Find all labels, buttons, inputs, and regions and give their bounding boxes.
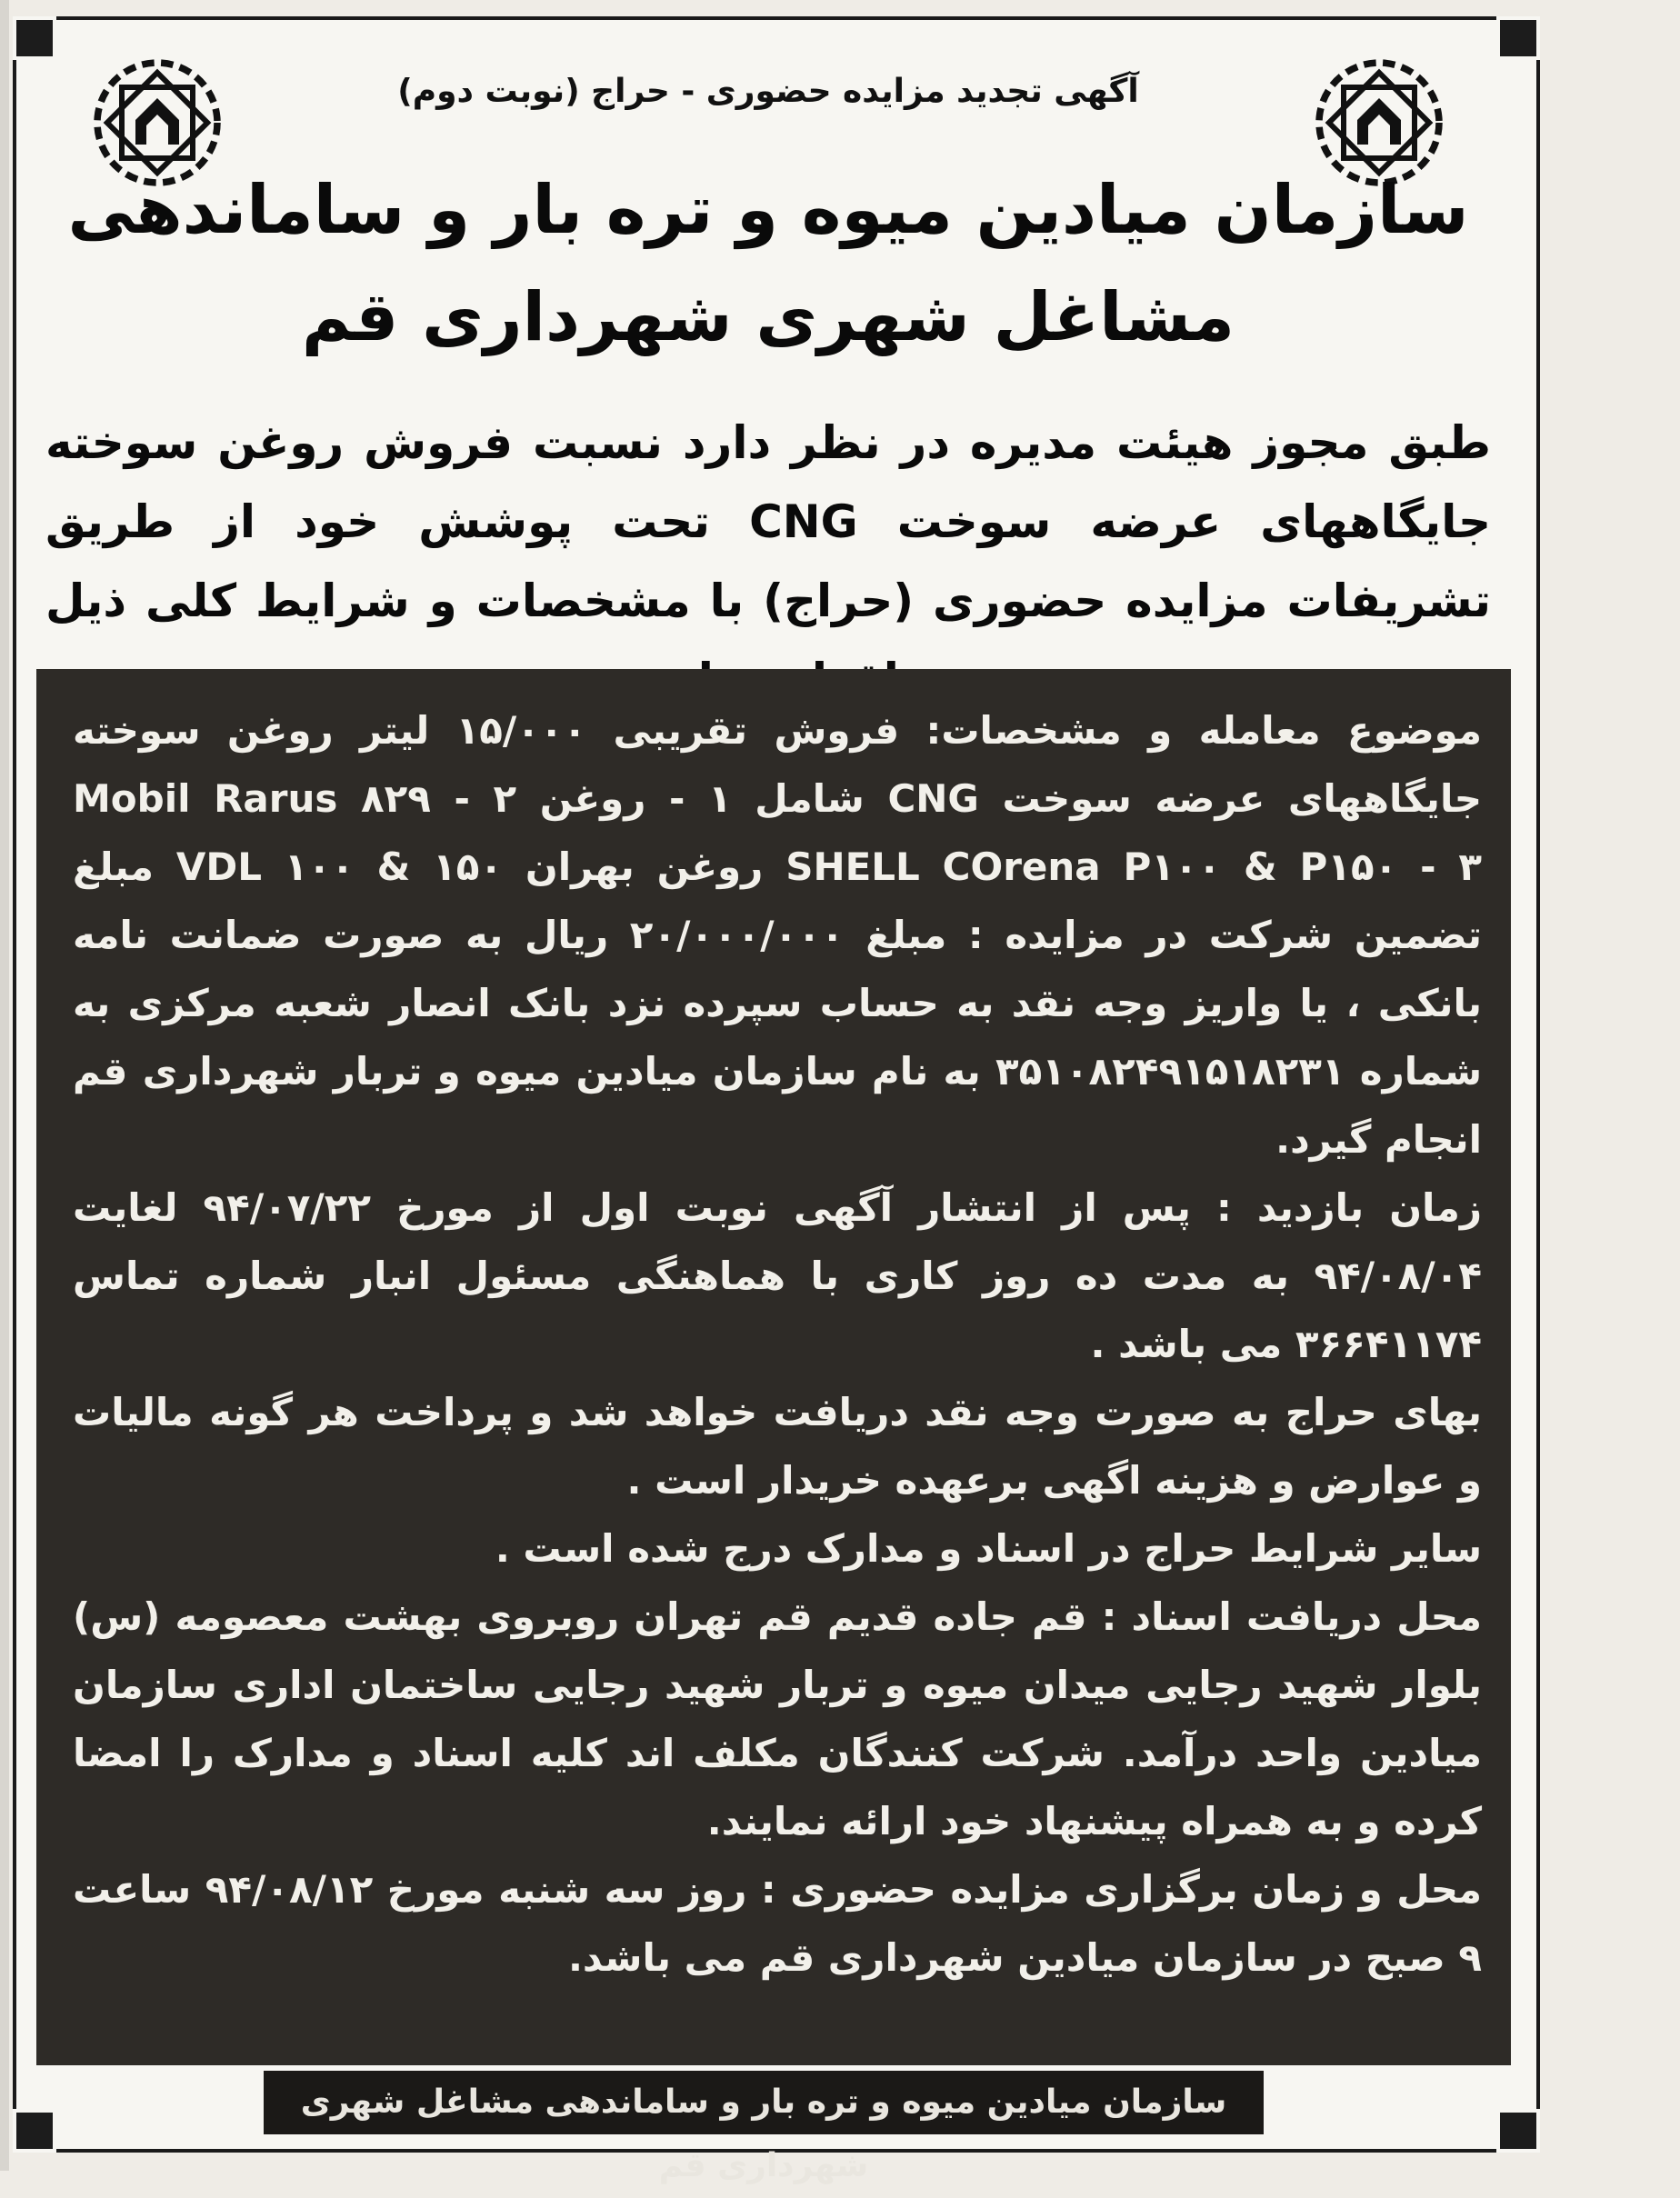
organization-name-line-2: مشاغل شهری شهرداری قم	[301, 278, 1235, 356]
intro-paragraph: طبق مجوز هیئت مدیره در نظر دارد نسبت فروش روغن سوخته جایگاههای عرضه سوخت CNG تحت پوشش خود از طریق تشریفات مزایده حضوری (حراج) با مشخصات و شرایط کلی ذیل	[45, 416, 1491, 627]
corner-ornament	[1496, 16, 1540, 60]
footer-signature: سازمان میادین میوه و تره بار و ساماندهی مشاغل شهری شهرداری قم	[264, 2071, 1264, 2134]
subject-paragraph: موضوع معامله و مشخصات: فروش تقریبی ۱۵/۰۰۰ لیتر روغن سوخته جایگاههای عرضه سوخت CNG شامل ۱ - روغن Mobil Rarus ۸۲۹ - ۲ SHELL COrena P۱۰۰ & P۱۵۰ - ۳ روغن بهران VDL ۱۰۰ & ۱۵۰ مبلغ تضمین شرکت در مزایده : مبلغ ۲۰/۰۰۰/۰۰۰ ریال به صورت ضمانت نامه بانکی ، یا واریز وجه نقد به حساب سپرده نزد بانک انصار شعبه مرکزی به شماره ۳۵۱۰۸۲۴۹۱۵۱۸۲۳۱ به نام سازمان میادین میوه و تربار شهرداری قم انجام گیرد.	[73, 708, 1483, 1162]
organization-name-line-1: سازمان میادین میوه و تره بار و ساماندهی	[67, 171, 1469, 249]
payment-paragraph: بهای حراج به صورت وجه نقد دریافت خواهد شد و پرداخت هر گونه مالیات و عوارض و هزینه اگهی برعهده خریدار است .	[73, 1390, 1482, 1503]
corner-ornament	[13, 2109, 56, 2153]
other-terms-paragraph: سایر شرایط حراج در اسناد و مدارک درج شده است .	[495, 1526, 1482, 1571]
ad-header	[36, 40, 1500, 667]
visit-paragraph: زمان بازدید : پس از انتشار آگهی نوبت اول از مورخ ۹۴/۰۷/۲۲ لغایت ۹۴/۰۸/۰۴ به مدت ده روز کاری با هماهنگی مسئول انبار شماره تماس ۳۶۶۴۱۱۷۴ می باشد .	[73, 1185, 1482, 1366]
ad-subtitle: آگهی تجدید مزایده حضوری - حراج (نوبت دوم)	[397, 73, 1139, 110]
terms-panel	[36, 669, 1511, 2065]
terms-text	[73, 696, 1482, 1992]
page-edge	[0, 0, 9, 2171]
corner-ornament	[1496, 2109, 1540, 2153]
auction-paragraph: محل و زمان برگزاری مزایده حضوری : روز سه شنبه مورخ ۹۴/۰۸/۱۲ ساعت ۹ صبح در سازمان میادین شهرداری قم می باشد.	[73, 1867, 1482, 1980]
documents-paragraph: محل دریافت اسناد : قم جاده قدیم قم تهران روبروی بهشت معصومه (س) بلوار شهید رجایی میدان میوه و تربار شهید رجایی ساختمان اداری سازمان میادین واحد درآمد. شرکت کنندگان مکلف اند کلیه اسناد و مدارک را امضا کرده و به همراه پیشنهاد خود ارائه نمایند.	[73, 1594, 1482, 1843]
